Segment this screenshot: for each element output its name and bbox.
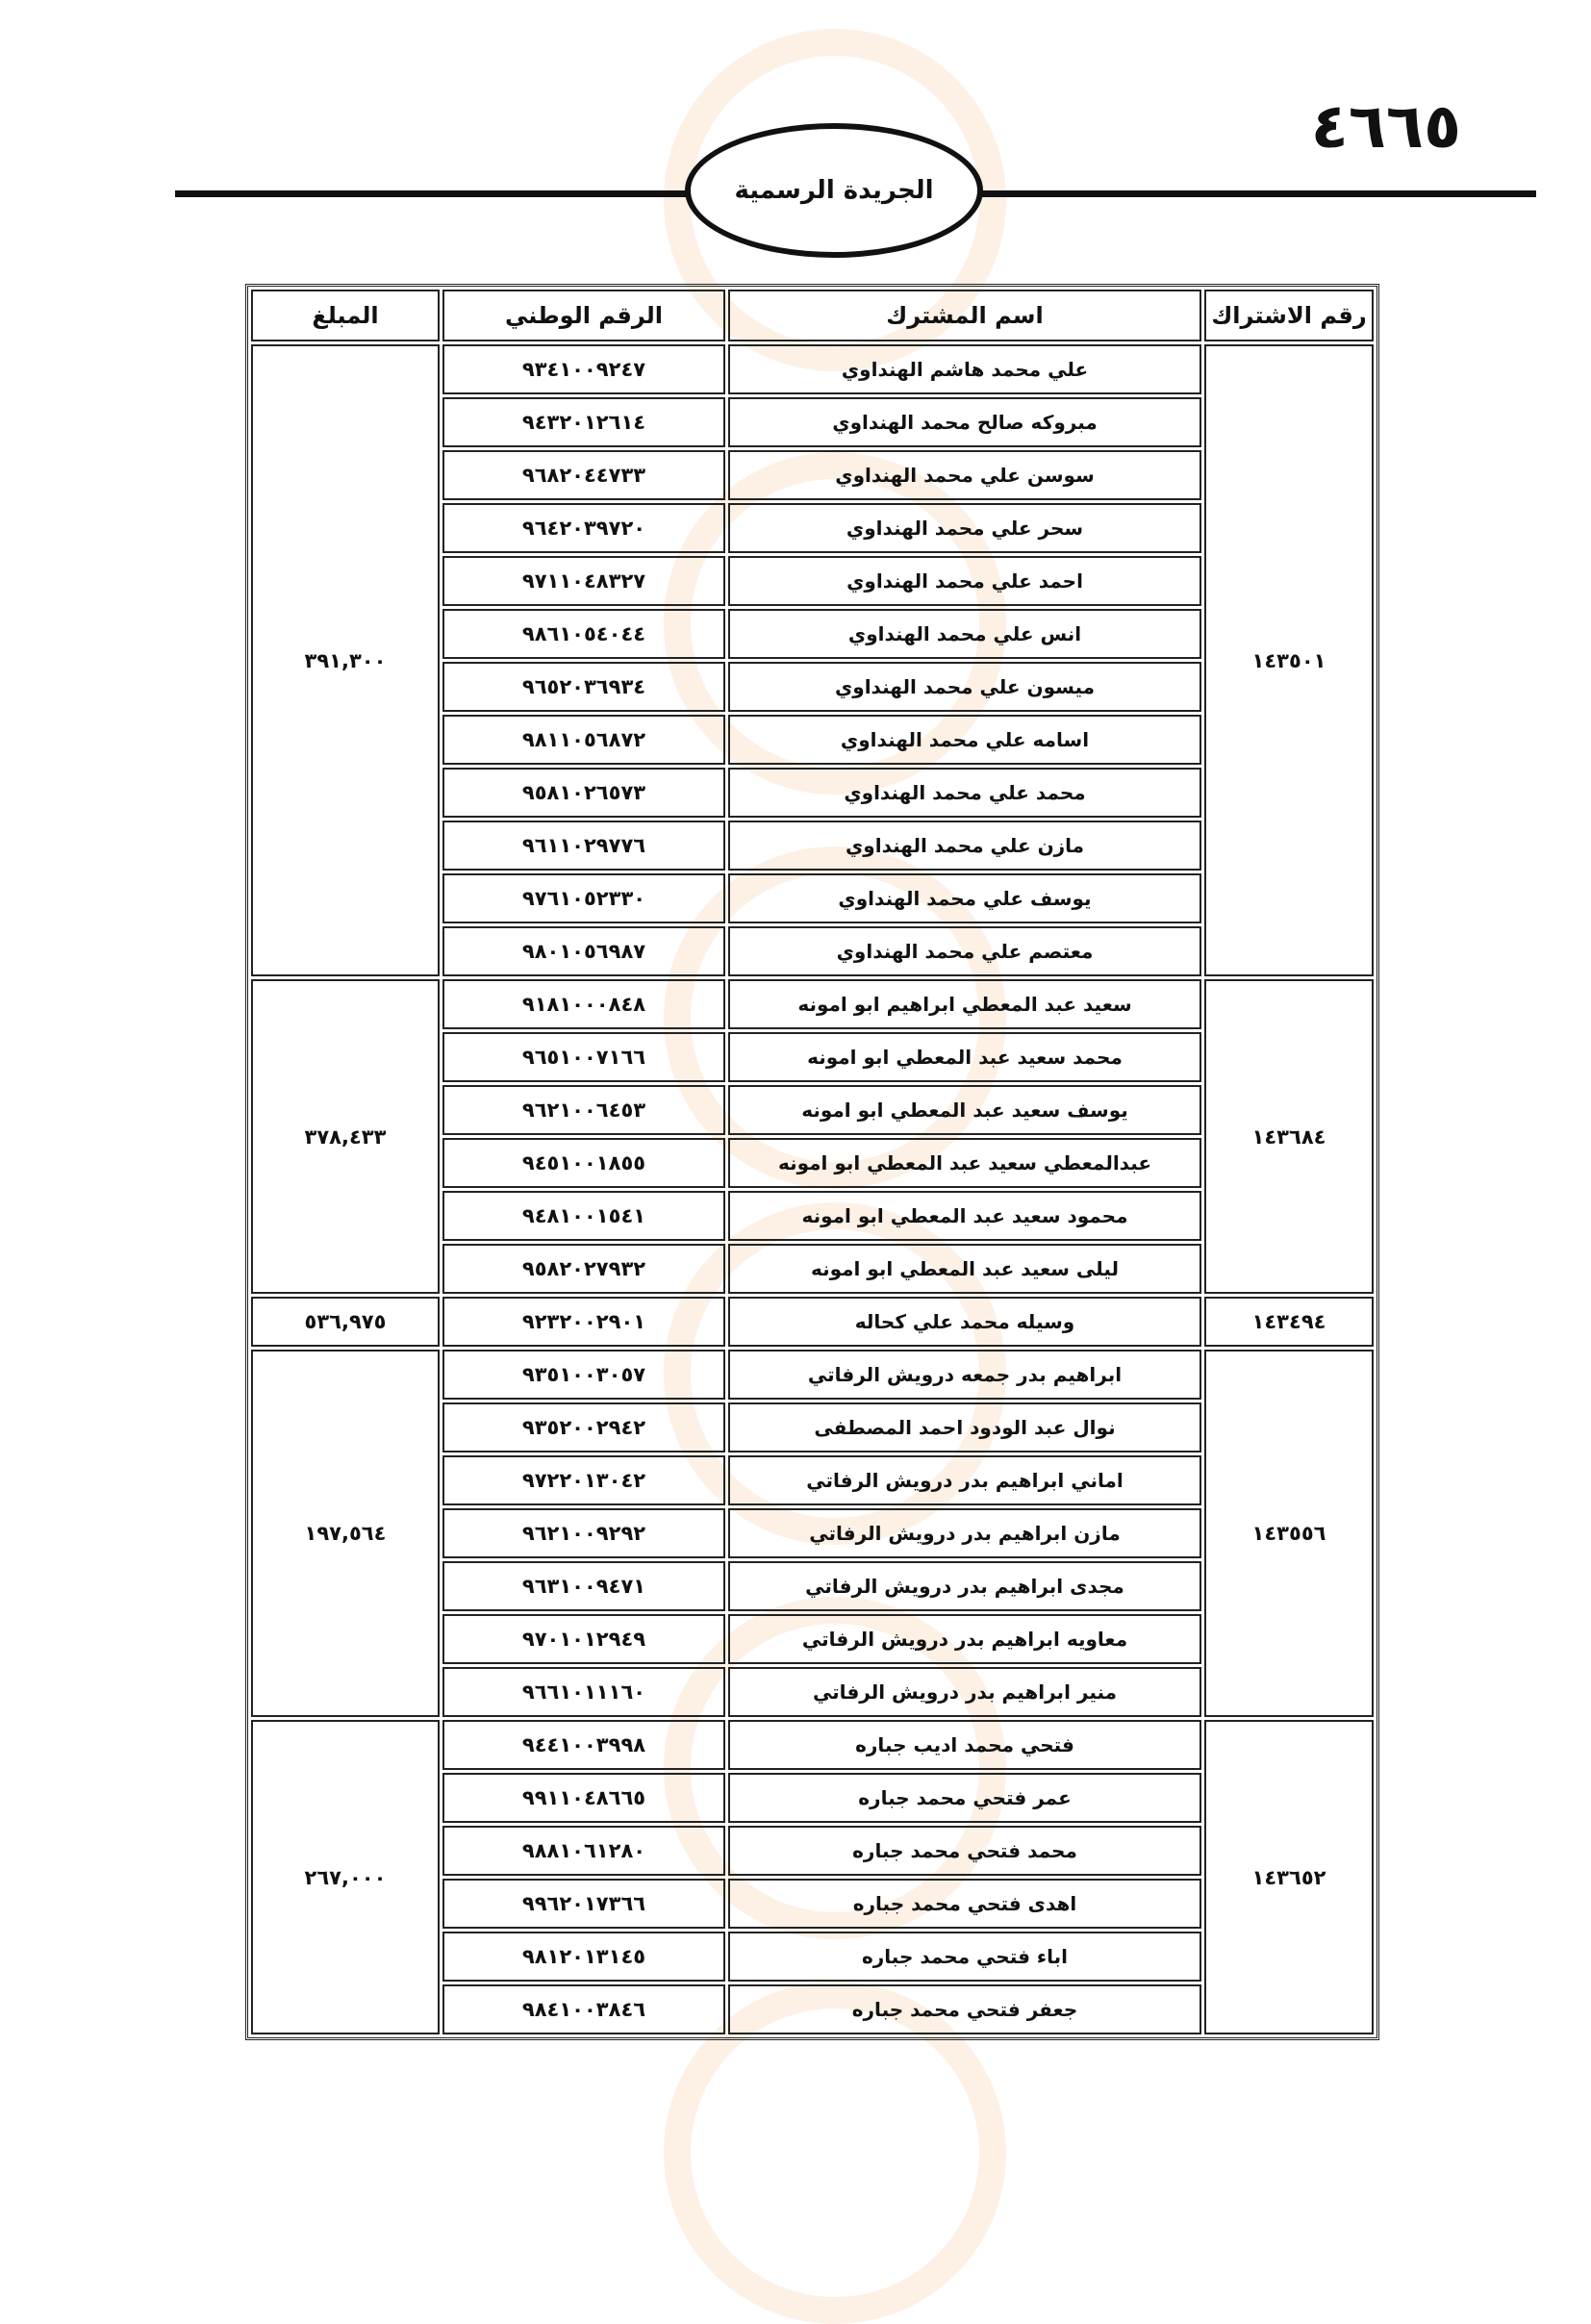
national-id: ٩٣٥١٠٠٣٠٥٧	[442, 1350, 725, 1400]
header-oval	[685, 123, 983, 258]
amount: ٣٩١,٣٠٠	[251, 344, 440, 976]
national-id: ٩٩١١٠٤٨٦٦٥	[442, 1773, 725, 1823]
subscriber-name: انس علي محمد الهنداوي	[728, 609, 1201, 659]
national-id: ٩٦٦١٠١١١٦٠	[442, 1667, 725, 1717]
gazette-title: الجريدة الرسمية	[734, 176, 934, 205]
subscribers-table	[245, 284, 1379, 2040]
header-national-id: الرقم الوطني	[442, 290, 725, 341]
subscriber-name: ميسون علي محمد الهنداوي	[728, 662, 1201, 712]
amount: ٣٧٨,٤٣٣	[251, 979, 440, 1294]
subscriber-name: مازن علي محمد الهنداوي	[728, 821, 1201, 871]
national-id: ٩٥٨٢٠٢٧٩٣٢	[442, 1244, 725, 1294]
subscriber-name: محمود سعيد عبد المعطي ابو امونه	[728, 1191, 1201, 1241]
national-id: ٩٦٥١٠٠٧١٦٦	[442, 1032, 725, 1082]
national-id: ٩٨٤١٠٠٣٨٤٦	[442, 1984, 725, 2034]
table-header-row	[251, 290, 1374, 341]
amount: ٥٣٦,٩٧٥	[251, 1297, 440, 1347]
subscriber-name: معاويه ابراهيم بدر درويش الرفاتي	[728, 1614, 1201, 1664]
national-id: ٩٨١١٠٥٦٨٧٢	[442, 715, 725, 765]
national-id: ٩٧١١٠٤٨٣٢٧	[442, 556, 725, 606]
national-id: ٩٤٥١٠٠١٨٥٥	[442, 1138, 725, 1188]
national-id: ٩٦٣١٠٠٩٤٧١	[442, 1561, 725, 1611]
national-id: ٩٦٥٢٠٣٦٩٣٤	[442, 662, 725, 712]
header-subscription: رقم الاشتراك	[1204, 290, 1374, 341]
subscriber-name: ابراهيم بدر جمعه درويش الرفاتي	[728, 1350, 1201, 1400]
subscriber-name: احمد علي محمد الهنداوي	[728, 556, 1201, 606]
subscriber-name: اهدى فتحي محمد جباره	[728, 1879, 1201, 1929]
national-id: ٩٨٦١٠٥٤٠٤٤	[442, 609, 725, 659]
national-id: ٩٧٦١٠٥٢٣٣٠	[442, 873, 725, 923]
subscriber-name: محمد فتحي محمد جباره	[728, 1826, 1201, 1876]
subscriber-name: محمد سعيد عبد المعطي ابو امونه	[728, 1032, 1201, 1082]
subscription-number: ١٤٣٦٥٢	[1204, 1720, 1374, 2034]
national-id: ٩٤٣٢٠١٢٦١٤	[442, 397, 725, 447]
table-row	[251, 1297, 1374, 1347]
subscriber-name: يوسف علي محمد الهنداوي	[728, 873, 1201, 923]
subscriber-name: يوسف سعيد عبد المعطي ابو امونه	[728, 1085, 1201, 1135]
subscription-number: ١٤٣٥٥٦	[1204, 1350, 1374, 1717]
subscriber-name: نوال عبد الودود احمد المصطفى	[728, 1402, 1201, 1452]
subscriber-name: سوسن علي محمد الهنداوي	[728, 450, 1201, 500]
subscriber-name: مجدى ابراهيم بدر درويش الرفاتي	[728, 1561, 1201, 1611]
subscriber-name: اباء فتحي محمد جباره	[728, 1932, 1201, 1982]
subscriber-name: اسامه علي محمد الهنداوي	[728, 715, 1201, 765]
subscription-number: ١٤٣٦٨٤	[1204, 979, 1374, 1294]
subscriber-name: وسيله محمد علي كحاله	[728, 1297, 1201, 1347]
table-row	[251, 1350, 1374, 1400]
national-id: ٩٤٤١٠٠٣٩٩٨	[442, 1720, 725, 1770]
subscription-number: ١٤٣٥٠١	[1204, 344, 1374, 976]
national-id: ٩٧٢٢٠١٣٠٤٢	[442, 1455, 725, 1505]
subscriber-name: فتحي محمد اديب جباره	[728, 1720, 1201, 1770]
national-id: ٩٤٨١٠٠١٥٤١	[442, 1191, 725, 1241]
header-amount: المبلغ	[251, 290, 440, 341]
national-id: ٩٥٨١٠٢٦٥٧٣	[442, 768, 725, 818]
table-row	[251, 344, 1374, 394]
table-row	[251, 1720, 1374, 1770]
subscriber-name: عبدالمعطي سعيد عبد المعطي ابو امونه	[728, 1138, 1201, 1188]
national-id: ٩٦٢١٠٠٩٢٩٢	[442, 1508, 725, 1558]
national-id: ٩٣٤١٠٠٩٢٤٧	[442, 344, 725, 394]
subscriber-name: عمر فتحي محمد جباره	[728, 1773, 1201, 1823]
amount: ١٩٧,٥٦٤	[251, 1350, 440, 1717]
subscriber-name: محمد علي محمد الهنداوي	[728, 768, 1201, 818]
national-id: ٩٨٠١٠٥٦٩٨٧	[442, 926, 725, 976]
table-row	[251, 979, 1374, 1029]
subscriber-name: ليلى سعيد عبد المعطي ابو امونه	[728, 1244, 1201, 1294]
header-name: اسم المشترك	[728, 290, 1201, 341]
page-number: ٤٦٦٥	[1310, 91, 1461, 163]
national-id: ٩٦٢١٠٠٦٤٥٣	[442, 1085, 725, 1135]
national-id: ٩٦٤٢٠٣٩٧٢٠	[442, 503, 725, 553]
subscriber-name: معتصم علي محمد الهنداوي	[728, 926, 1201, 976]
national-id: ٩٧٠١٠١٢٩٤٩	[442, 1614, 725, 1664]
subscriber-name: منير ابراهيم بدر درويش الرفاتي	[728, 1667, 1201, 1717]
subscriber-name: علي محمد هاشم الهنداوي	[728, 344, 1201, 394]
subscriber-name: سحر علي محمد الهنداوي	[728, 503, 1201, 553]
national-id: ٩١٨١٠٠٠٨٤٨	[442, 979, 725, 1029]
national-id: ٩٦١١٠٢٩٧٧٦	[442, 821, 725, 871]
amount: ٢٦٧,٠٠٠	[251, 1720, 440, 2034]
subscriber-name: سعيد عبد المعطي ابراهيم ابو امونه	[728, 979, 1201, 1029]
national-id: ٩٩٦٢٠١٧٣٦٦	[442, 1879, 725, 1929]
national-id: ٩٣٥٢٠٠٢٩٤٢	[442, 1402, 725, 1452]
subscriber-name: جعفر فتحي محمد جباره	[728, 1984, 1201, 2034]
national-id: ٩٨١٢٠١٣١٤٥	[442, 1932, 725, 1982]
national-id: ٩٢٣٢٠٠٢٩٠١	[442, 1297, 725, 1347]
national-id: ٩٨٨١٠٦١٢٨٠	[442, 1826, 725, 1876]
subscriber-name: مبروكه صالح محمد الهنداوي	[728, 397, 1201, 447]
national-id: ٩٦٨٢٠٤٤٧٣٣	[442, 450, 725, 500]
subscription-number: ١٤٣٤٩٤	[1204, 1297, 1374, 1347]
subscriber-name: اماني ابراهيم بدر درويش الرفاتي	[728, 1455, 1201, 1505]
subscriber-name: مازن ابراهيم بدر درويش الرفاتي	[728, 1508, 1201, 1558]
